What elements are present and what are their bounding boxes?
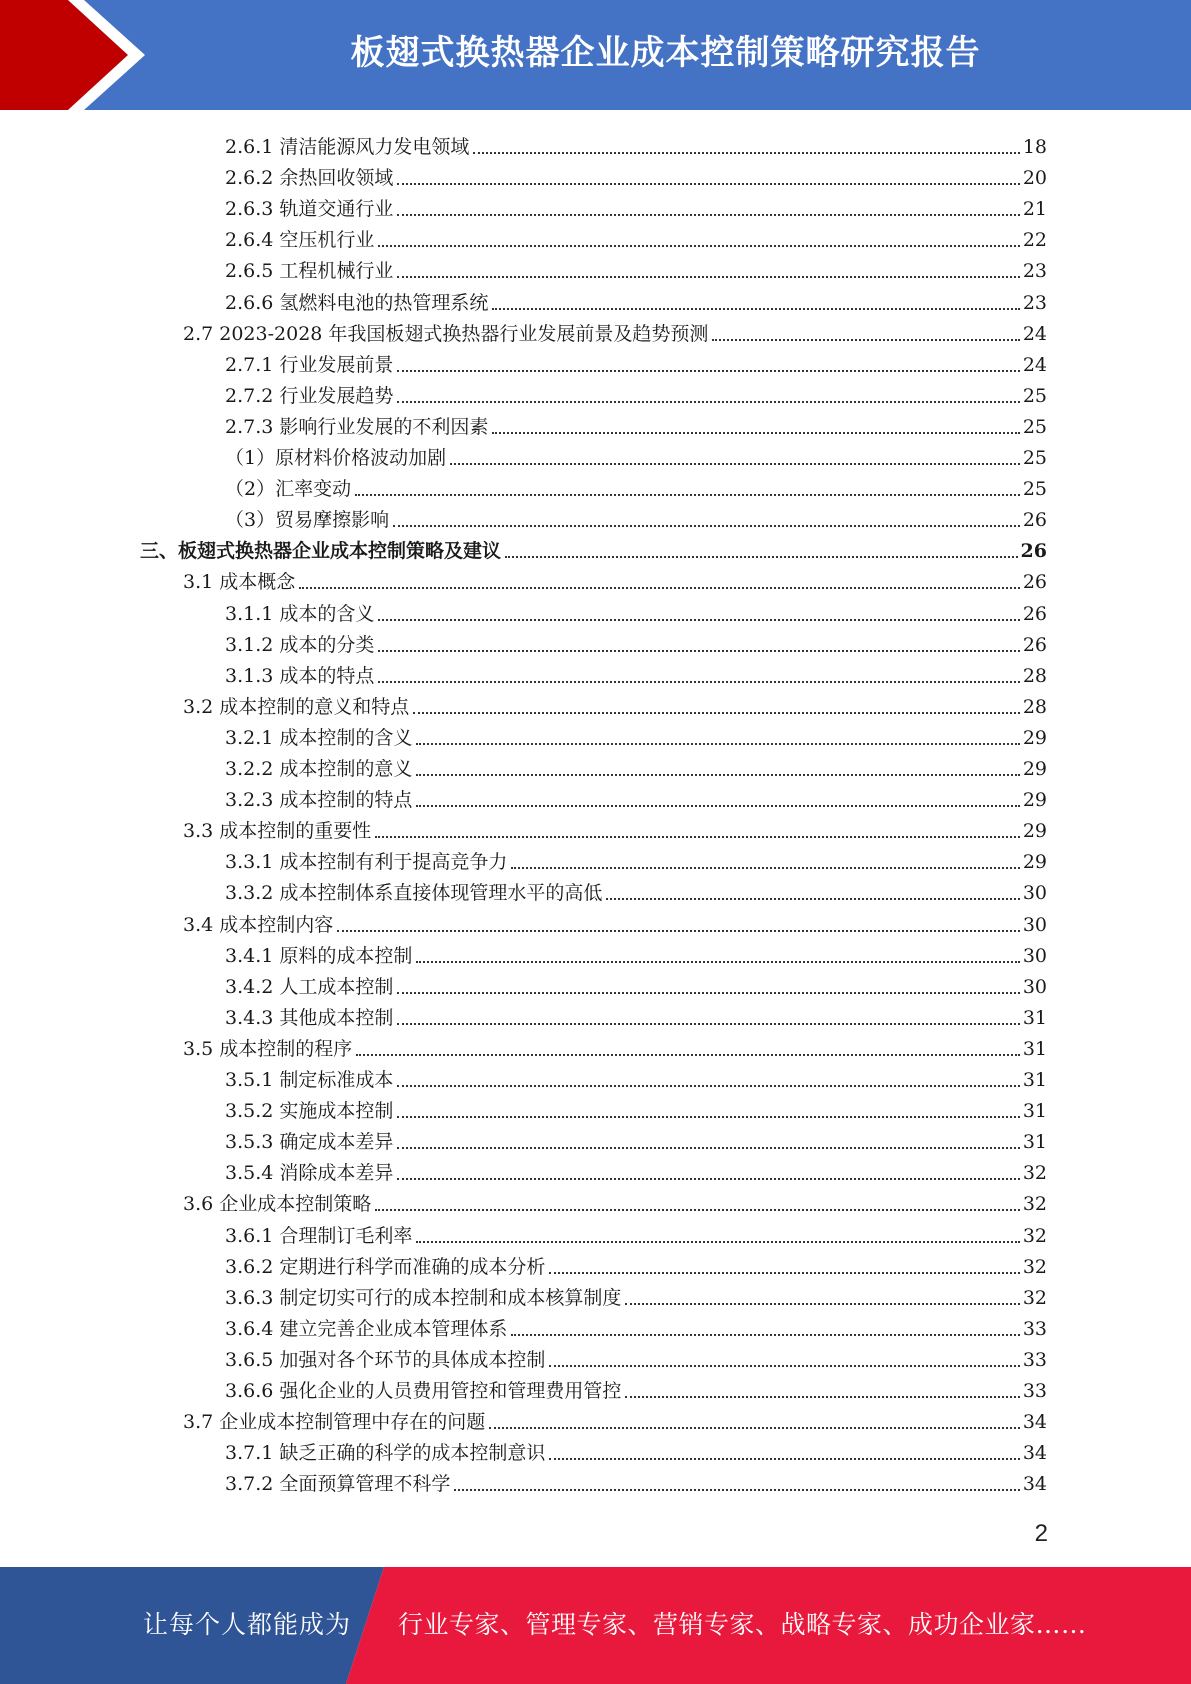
toc-entry[interactable] <box>225 128 1047 159</box>
toc-entry-page: 25 <box>1022 384 1047 407</box>
toc-entry[interactable] <box>183 906 1047 937</box>
toc-entry-label: 3.1.2 成本的分类 <box>225 633 375 656</box>
toc-entry-label: 3.4.1 原料的成本控制 <box>225 944 413 967</box>
toc-entry[interactable] <box>225 408 1047 439</box>
toc-entry[interactable] <box>225 470 1047 501</box>
toc-entry[interactable] <box>225 1061 1047 1092</box>
toc-entry[interactable] <box>225 1217 1047 1248</box>
toc-entry-page: 24 <box>1022 353 1047 376</box>
chevron-arrow-icon <box>0 0 160 110</box>
toc-entry-page: 24 <box>1022 322 1047 345</box>
toc-entry[interactable] <box>225 595 1047 626</box>
toc-dot-leader <box>416 773 1019 776</box>
toc-entry-page: 26 <box>1022 571 1047 594</box>
toc-dot-leader <box>356 1053 1020 1056</box>
toc-entry[interactable] <box>225 377 1047 408</box>
toc-dot-leader <box>397 991 1019 994</box>
toc-entry-label: 3.6.1 合理制订毛利率 <box>225 1224 413 1247</box>
toc-entry-label: （2）汇率变动 <box>225 478 352 501</box>
toc-entry[interactable] <box>183 1403 1047 1434</box>
toc-entry-page: 30 <box>1022 944 1047 967</box>
toc-entry-page: 26 <box>1020 540 1047 563</box>
toc-dot-leader <box>378 649 1019 652</box>
toc-entry[interactable] <box>183 315 1047 346</box>
report-header <box>0 0 1191 110</box>
report-title: 板翅式换热器企业成本控制策略研究报告 <box>350 33 981 73</box>
toc-entry[interactable] <box>225 1154 1047 1185</box>
toc-entry-label: 3.3.2 成本控制体系直接体现管理水平的高低 <box>225 882 603 905</box>
toc-entry[interactable] <box>225 750 1047 781</box>
page-number: 2 <box>1034 1520 1048 1547</box>
toc-entry-page: 23 <box>1022 291 1047 314</box>
toc-entry-page: 20 <box>1022 167 1047 190</box>
toc-entry[interactable] <box>183 812 1047 843</box>
toc-entry[interactable] <box>225 1465 1047 1496</box>
toc-entry[interactable] <box>225 346 1047 377</box>
toc-dot-leader <box>416 1240 1019 1243</box>
toc-entry[interactable] <box>225 252 1047 283</box>
toc-dot-leader <box>378 244 1019 247</box>
toc-dot-leader <box>299 586 1020 589</box>
toc-entry[interactable] <box>140 532 1047 563</box>
toc-entry-label: 3.3 成本控制的重要性 <box>183 820 372 843</box>
toc-dot-leader <box>489 1426 1020 1429</box>
toc-entry-label: （3）贸易摩擦影响 <box>225 509 390 532</box>
toc-dot-leader <box>397 1146 1019 1149</box>
toc-dot-leader <box>549 1457 1019 1460</box>
toc-entry-label: 3.2.1 成本控制的含义 <box>225 726 413 749</box>
toc-entry-label: 3.6.6 强化企业的人员费用管控和管理费用管控 <box>225 1380 622 1402</box>
toc-dot-leader <box>393 524 1020 527</box>
toc-entry-label: 3.4 成本控制内容 <box>183 913 334 936</box>
toc-dot-leader <box>712 338 1019 341</box>
toc-entry[interactable] <box>225 843 1047 874</box>
toc-entry[interactable] <box>225 284 1047 315</box>
toc-entry-page: 29 <box>1022 851 1047 874</box>
toc-entry[interactable] <box>225 1123 1047 1154</box>
toc-entry-label: 3.5.4 消除成本差异 <box>225 1162 394 1185</box>
toc-entry-page: 25 <box>1022 415 1047 438</box>
toc-entry-page: 31 <box>1022 1037 1047 1060</box>
toc-entry[interactable] <box>183 563 1047 594</box>
toc-entry-page: 21 <box>1022 198 1047 221</box>
toc-dot-leader <box>375 835 1020 838</box>
toc-entry[interactable] <box>225 1341 1047 1372</box>
toc-dot-leader <box>413 711 1020 714</box>
toc-dot-leader <box>355 493 1020 496</box>
toc-entry-label: 3.2 成本控制的意义和特点 <box>183 695 410 718</box>
toc-dot-leader <box>378 680 1019 683</box>
toc-entry[interactable] <box>225 159 1047 190</box>
toc-entry-label: 2.7 2023-2028 年我国板翅式换热器行业发展前景及趋势预测 <box>183 322 709 345</box>
toc-entry[interactable] <box>225 968 1047 999</box>
toc-entry-page: 30 <box>1022 913 1047 936</box>
toc-entry[interactable] <box>183 1030 1047 1061</box>
toc-dot-leader <box>492 307 1019 310</box>
toc-dot-leader <box>397 1177 1019 1180</box>
toc-entry-page: 29 <box>1022 789 1047 812</box>
toc-dot-leader <box>397 1084 1019 1087</box>
toc-dot-leader <box>511 866 1019 869</box>
toc-dot-leader <box>473 151 1019 154</box>
toc-entry-page: 23 <box>1022 260 1047 283</box>
toc-entry-label: 3.2.2 成本控制的意义 <box>225 758 413 780</box>
toc-dot-leader <box>549 1271 1019 1274</box>
toc-entry-page: 31 <box>1022 1100 1047 1123</box>
toc-dot-leader <box>397 275 1019 278</box>
toc-entry[interactable] <box>225 937 1047 968</box>
toc-entry-label: 2.7.1 行业发展前景 <box>225 353 394 376</box>
toc-entry[interactable] <box>225 999 1047 1030</box>
toc-entry[interactable] <box>225 781 1047 812</box>
toc-entry-page: 32 <box>1022 1162 1047 1185</box>
toc-dot-leader <box>625 1395 1019 1398</box>
toc-dot-leader <box>416 742 1019 745</box>
toc-entry[interactable] <box>225 1434 1047 1465</box>
toc-entry-label: 2.6.5 工程机械行业 <box>225 260 394 283</box>
toc-entry-label: 3.6.3 制定切实可行的成本控制和成本核算制度 <box>225 1286 622 1309</box>
toc-entry-label: 2.7.2 行业发展趋势 <box>225 384 394 407</box>
toc-entry-label: 3.2.3 成本控制的特点 <box>225 789 413 812</box>
toc-dot-leader <box>397 1115 1019 1118</box>
toc-entry-page: 33 <box>1022 1380 1047 1402</box>
toc-entry-label: 3.1.1 成本的含义 <box>225 602 375 625</box>
toc-dot-leader <box>606 897 1019 900</box>
toc-entry-page: 26 <box>1022 602 1047 625</box>
toc-entry-page: 30 <box>1022 882 1047 905</box>
toc-entry-page: 25 <box>1022 447 1047 469</box>
toc-entry[interactable] <box>183 1185 1047 1216</box>
toc-entry-page: 29 <box>1022 820 1047 843</box>
toc-entry-label: 3.1.3 成本的特点 <box>225 664 375 687</box>
toc-entry[interactable] <box>225 1372 1047 1403</box>
toc-entry-label: 3.6.4 建立完善企业成本管理体系 <box>225 1317 508 1340</box>
toc-entry-page: 28 <box>1022 695 1047 718</box>
toc-entry-label: 3.7.1 缺乏正确的科学的成本控制意识 <box>225 1442 546 1465</box>
toc-dot-leader <box>454 1488 1019 1491</box>
toc-entry-page: 31 <box>1022 1131 1047 1154</box>
toc-entry-label: 2.6.2 余热回收领域 <box>225 167 394 190</box>
toc-dot-leader <box>505 555 1018 558</box>
toc-entry-page: 29 <box>1022 726 1047 749</box>
toc-entry-label: 3.6.5 加强对各个环节的具体成本控制 <box>225 1348 546 1371</box>
toc-entry-label: 3.4.3 其他成本控制 <box>225 1006 394 1029</box>
toc-entry[interactable] <box>225 874 1047 905</box>
toc-dot-leader <box>416 960 1019 963</box>
toc-entry-page: 32 <box>1022 1255 1047 1278</box>
toc-entry-label: 2.6.4 空压机行业 <box>225 229 375 252</box>
toc-entry-label: 3.6 企业成本控制策略 <box>183 1193 372 1216</box>
toc-entry-page: 32 <box>1022 1224 1047 1247</box>
toc-entry[interactable] <box>225 626 1047 657</box>
toc-entry-page: 33 <box>1022 1348 1047 1371</box>
toc-entry-label: 2.6.6 氢燃料电池的热管理系统 <box>225 291 489 314</box>
toc-entry-page: 33 <box>1022 1317 1047 1340</box>
toc-dot-leader <box>416 804 1019 807</box>
toc-entry-label: 3.5.1 制定标准成本 <box>225 1069 394 1091</box>
toc-entry-page: 18 <box>1022 136 1047 158</box>
toc-dot-leader <box>337 929 1020 932</box>
toc-dot-leader <box>397 400 1019 403</box>
toc-entry-label: 3.7.2 全面预算管理不科学 <box>225 1473 451 1496</box>
footer-slogan: 让每个人都能成为 <box>143 1610 352 1639</box>
toc-entry[interactable] <box>225 501 1047 532</box>
toc-dot-leader <box>492 431 1019 434</box>
toc-entry-label: 3.6.2 定期进行科学而准确的成本分析 <box>225 1255 546 1278</box>
toc-entry-page: 22 <box>1022 229 1047 252</box>
toc-entry-page: 26 <box>1022 633 1047 656</box>
toc-entry-label: （1）原材料价格波动加剧 <box>225 447 447 469</box>
toc-entry-page: 30 <box>1022 975 1047 998</box>
toc-entry-page: 31 <box>1022 1006 1047 1029</box>
toc-dot-leader <box>625 1302 1019 1305</box>
toc-entry-page: 34 <box>1022 1411 1047 1434</box>
toc-entry-page: 32 <box>1022 1193 1047 1216</box>
toc-entry-label: 3.3.1 成本控制有利于提高竞争力 <box>225 851 508 874</box>
toc-entry-page: 31 <box>1022 1069 1047 1091</box>
toc-entry[interactable] <box>225 1310 1047 1341</box>
toc-dot-leader <box>549 1364 1019 1367</box>
toc-entry-label: 2.6.1 清洁能源风力发电领域 <box>225 136 470 158</box>
toc-entry-page: 34 <box>1022 1473 1047 1496</box>
toc-dot-leader <box>378 618 1019 621</box>
toc-dot-leader <box>397 1022 1019 1025</box>
toc-entry-page: 29 <box>1022 758 1047 780</box>
toc-dot-leader <box>511 1333 1019 1336</box>
toc-entry-label: 3.5.2 实施成本控制 <box>225 1100 394 1123</box>
toc-entry-page: 25 <box>1022 478 1047 501</box>
toc-entry[interactable] <box>225 657 1047 688</box>
toc-dot-leader <box>397 369 1019 372</box>
toc-entry-label: 2.7.3 影响行业发展的不利因素 <box>225 415 489 438</box>
toc-entry-label: 三、板翅式换热器企业成本控制策略及建议 <box>140 540 502 563</box>
footer-banner <box>0 1567 1191 1684</box>
toc-entry[interactable] <box>225 1092 1047 1123</box>
toc-entry[interactable] <box>225 1248 1047 1279</box>
toc-dot-leader <box>450 462 1020 465</box>
toc-entry-label: 3.1 成本概念 <box>183 571 296 594</box>
toc-entry[interactable] <box>225 439 1047 470</box>
toc-entry[interactable] <box>183 688 1047 719</box>
toc-entry[interactable] <box>225 190 1047 221</box>
toc-entry[interactable] <box>225 221 1047 252</box>
toc-dot-leader <box>397 213 1019 216</box>
toc-entry-label: 3.7 企业成本控制管理中存在的问题 <box>183 1411 486 1434</box>
toc-entry[interactable] <box>225 719 1047 750</box>
toc-entry-label: 2.6.3 轨道交通行业 <box>225 198 394 221</box>
toc-entry-page: 26 <box>1022 509 1047 532</box>
toc-entry-label: 3.5.3 确定成本差异 <box>225 1131 394 1154</box>
toc-entry[interactable] <box>225 1279 1047 1310</box>
toc-entry-label: 3.5 成本控制的程序 <box>183 1037 353 1060</box>
footer-roles: 行业专家、管理专家、营销专家、战略专家、成功企业家…… <box>398 1610 1087 1639</box>
toc-entry-page: 34 <box>1022 1442 1047 1465</box>
toc-entry-page: 28 <box>1022 664 1047 687</box>
toc-entry-page: 32 <box>1022 1286 1047 1309</box>
toc-dot-leader <box>375 1208 1020 1211</box>
toc-dot-leader <box>397 182 1019 185</box>
toc-entry-label: 3.4.2 人工成本控制 <box>225 975 394 998</box>
